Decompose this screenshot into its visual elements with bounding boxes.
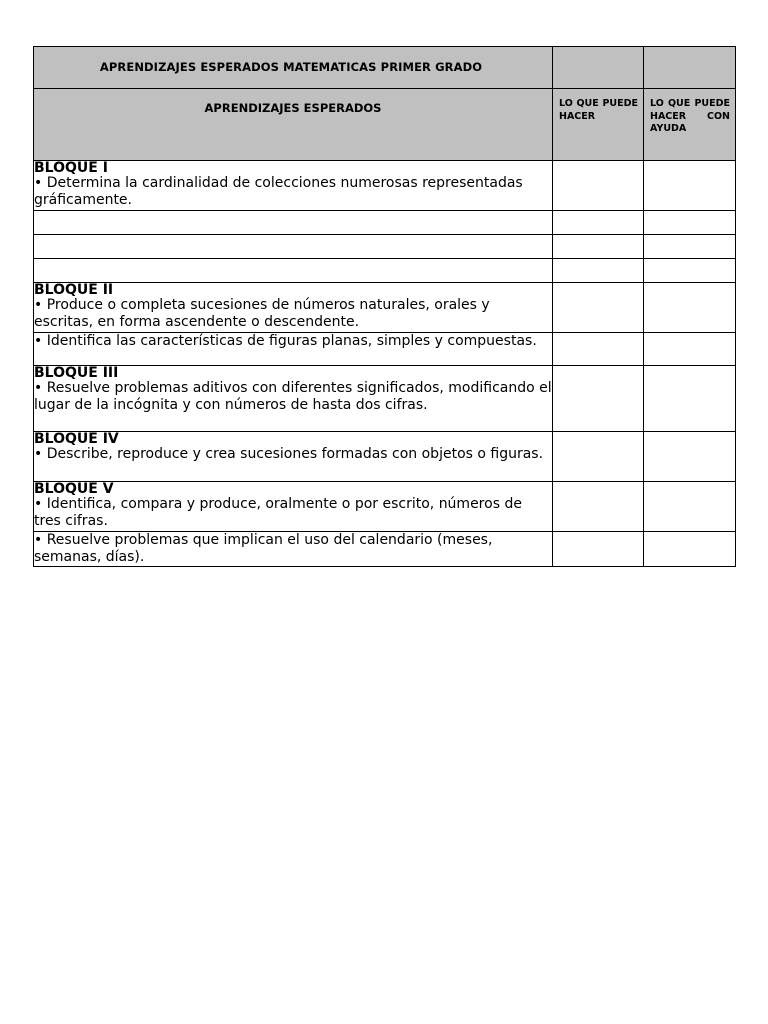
check-cell-with-help[interactable]: [644, 235, 736, 259]
table-row: [34, 211, 736, 235]
table-title: APRENDIZAJES ESPERADOS MATEMATICAS PRIMER GRADO: [34, 47, 553, 89]
outcome-text: • Identifica, compara y produce, oralmente o por escrito, números de tres cifras.: [34, 496, 522, 529]
outcome-cell: [34, 532, 553, 567]
check-cell-with-help[interactable]: [644, 211, 736, 235]
table-row: [34, 333, 736, 366]
header-main: APRENDIZAJES ESPERADOS: [34, 89, 553, 161]
outcome-text: • Determina la cardinalidad de colecciones numerosas representadas gráficamente.: [34, 175, 523, 208]
block-title: BLOQUE I: [34, 160, 108, 176]
block-title: BLOQUE IV: [34, 431, 119, 447]
check-cell-with-help[interactable]: [644, 482, 736, 532]
table-row: [34, 432, 736, 482]
check-cell-can-do[interactable]: [553, 161, 644, 211]
block-title: BLOQUE II: [34, 282, 114, 298]
check-cell-with-help[interactable]: [644, 532, 736, 567]
table-row: [34, 235, 736, 259]
outcome-text: • Describe, reproduce y crea sucesiones formadas con objetos o figuras.: [34, 446, 544, 462]
title-empty-cell-b: [644, 47, 736, 89]
check-cell-with-help[interactable]: [644, 283, 736, 333]
outcome-cell: [34, 482, 553, 532]
block-title: BLOQUE III: [34, 365, 119, 381]
table-row: [34, 259, 736, 283]
check-cell-can-do[interactable]: [553, 211, 644, 235]
check-cell-can-do[interactable]: [553, 482, 644, 532]
table-row: [34, 161, 736, 211]
check-cell-can-do[interactable]: [553, 283, 644, 333]
table-row: [34, 532, 736, 567]
title-row: [34, 47, 736, 89]
check-cell-can-do[interactable]: [553, 235, 644, 259]
check-cell-can-do[interactable]: [553, 432, 644, 482]
check-cell-with-help[interactable]: [644, 333, 736, 366]
outcome-cell: [34, 211, 553, 235]
check-cell-with-help[interactable]: [644, 259, 736, 283]
outcome-text: • Resuelve problemas aditivos con diferentes significados, modificando el lugar de la incógnita y con números de hasta dos cifras.: [34, 380, 552, 413]
outcome-text: • Produce o completa sucesiones de números naturales, orales y escritas, en forma ascendente o descendente.: [34, 297, 490, 330]
outcome-cell: [34, 333, 553, 366]
learning-outcomes-table: [33, 46, 736, 567]
outcome-cell: [34, 432, 553, 482]
outcome-cell: [34, 259, 553, 283]
outcome-text: • Resuelve problemas que implican el uso del calendario (meses, semanas, días).: [34, 532, 493, 565]
title-empty-cell-a: [553, 47, 644, 89]
outcome-cell: [34, 366, 553, 432]
outcome-text: • Identifica las características de figuras planas, simples y compuestas.: [34, 333, 537, 349]
table-row: [34, 482, 736, 532]
table-row: [34, 283, 736, 333]
check-cell-with-help[interactable]: [644, 366, 736, 432]
block-title: BLOQUE V: [34, 481, 114, 497]
check-cell-with-help[interactable]: [644, 161, 736, 211]
outcome-cell: [34, 283, 553, 333]
check-cell-can-do[interactable]: [553, 366, 644, 432]
check-cell-can-do[interactable]: [553, 333, 644, 366]
check-cell-with-help[interactable]: [644, 432, 736, 482]
outcome-cell: [34, 235, 553, 259]
check-cell-can-do[interactable]: [553, 259, 644, 283]
header-can-do-with-help: LO QUE PUEDE HACER CON AYUDA: [644, 89, 736, 161]
check-cell-can-do[interactable]: [553, 532, 644, 567]
header-can-do: LO QUE PUEDE HACER: [553, 89, 644, 161]
header-row: [34, 89, 736, 161]
table-row: [34, 366, 736, 432]
outcome-cell: [34, 161, 553, 211]
